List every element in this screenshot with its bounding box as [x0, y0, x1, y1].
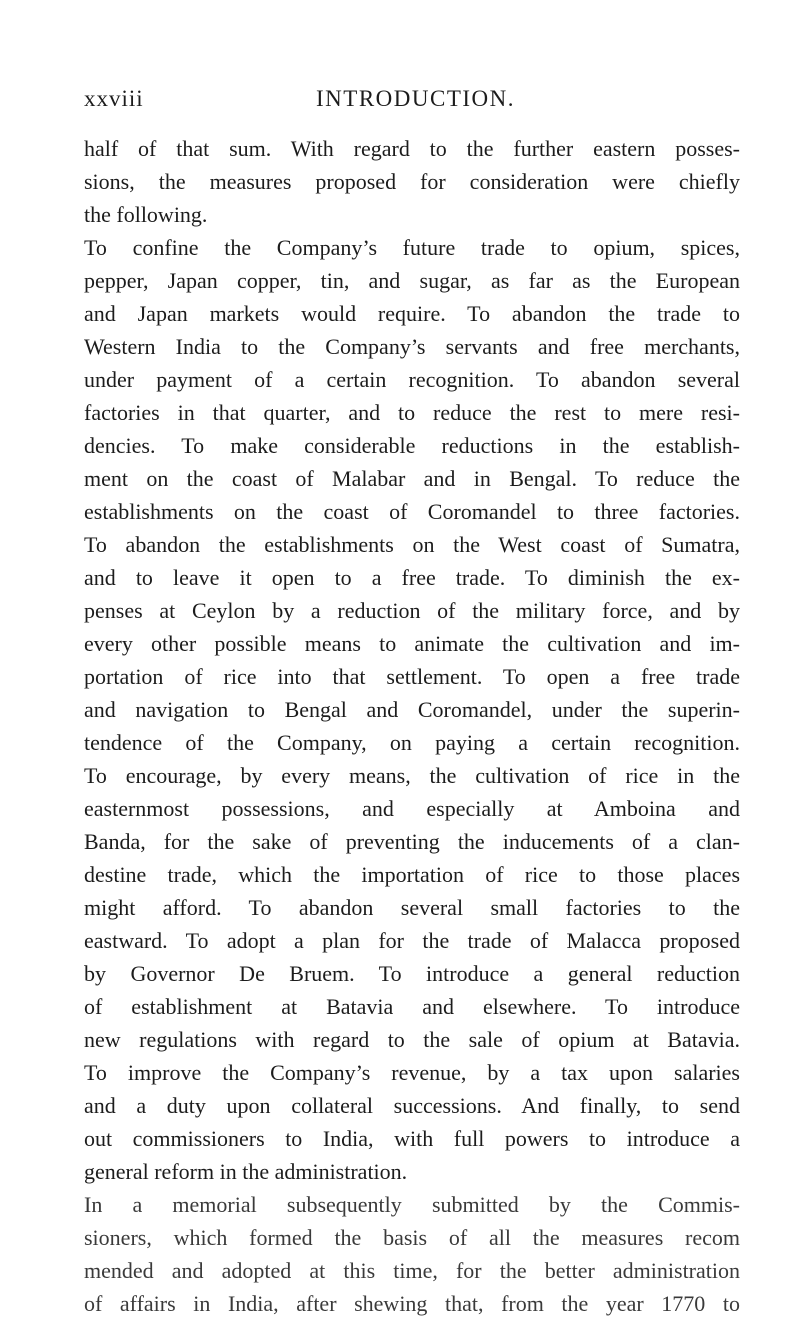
text-line: might afford. To abandon several small factories to the: [84, 895, 740, 920]
text-line: of affairs in India, after shewing that, from the year 1770 to: [84, 1291, 740, 1316]
text-line: ment on the coast of Malabar and in Bengal. To reduce the: [84, 466, 740, 491]
text-line: of establishment at Batavia and elsewhere. To introduce: [84, 994, 740, 1019]
text-line: eastward. To adopt a plan for the trade of Malacca proposed: [84, 928, 740, 953]
text-line: Banda, for the sake of preventing the inducements of a clan-: [84, 829, 740, 854]
text-line: the following.: [84, 202, 208, 227]
text-line: sions, the measures proposed for consideration were chiefly: [84, 169, 740, 194]
text-line: To abandon the establishments on the West coast of Sumatra,: [84, 532, 740, 557]
text-line: new regulations with regard to the sale of opium at Batavia.: [84, 1027, 740, 1052]
text-line: every other possible means to animate the cultivation and im-: [84, 631, 740, 656]
text-line: half of that sum. With regard to the further eastern posses-: [84, 136, 740, 161]
text-line: and to leave it open to a free trade. To diminish the ex-: [84, 565, 740, 590]
text-line: and navigation to Bengal and Coromandel, under the superin-: [84, 697, 740, 722]
text-line: factories in that quarter, and to reduce the rest to mere resi-: [84, 400, 740, 425]
text-line: sioners, which formed the basis of all the measures recom: [84, 1225, 740, 1250]
text-line: mended and adopted at this time, for the better administration: [84, 1258, 740, 1283]
text-line: establishments on the coast of Coromandel to three factories.: [84, 499, 740, 524]
text-line: under payment of a certain recognition. To abandon several: [84, 367, 740, 392]
text-line: To improve the Company’s revenue, by a tax upon salaries: [84, 1060, 740, 1085]
text-line: Western India to the Company’s servants and free merchants,: [84, 334, 740, 359]
page-header: [84, 86, 754, 126]
body-text: [84, 132, 740, 1320]
text-line: destine trade, which the importation of rice to those places: [84, 862, 740, 887]
text-line: out commissioners to India, with full powers to introduce a: [84, 1126, 740, 1151]
page-number: xxviii: [84, 86, 144, 111]
text-line: and Japan markets would require. To abandon the trade to: [84, 301, 740, 326]
text-line: by Governor De Bruem. To introduce a general reduction: [84, 961, 740, 986]
running-head: INTRODUCTION.: [316, 86, 516, 111]
text-line: pepper, Japan copper, tin, and sugar, as far as the European: [84, 268, 740, 293]
text-line: general reform in the administration.: [84, 1159, 408, 1184]
text-line: dencies. To make considerable reductions in the establish-: [84, 433, 740, 458]
text-line: portation of rice into that settlement. To open a free trade: [84, 664, 740, 689]
text-line: To confine the Company’s future trade to opium, spices,: [84, 235, 740, 260]
text-line: easternmost possessions, and especially at Amboina and: [84, 796, 740, 821]
text-line: tendence of the Company, on paying a certain recognition.: [84, 730, 740, 755]
text-line: and a duty upon collateral successions. And finally, to send: [84, 1093, 740, 1118]
text-line: In a memorial subsequently submitted by the Commis-: [84, 1192, 740, 1217]
text-line: To encourage, by every means, the cultivation of rice in the: [84, 763, 740, 788]
text-line: penses at Ceylon by a reduction of the military force, and by: [84, 598, 740, 623]
